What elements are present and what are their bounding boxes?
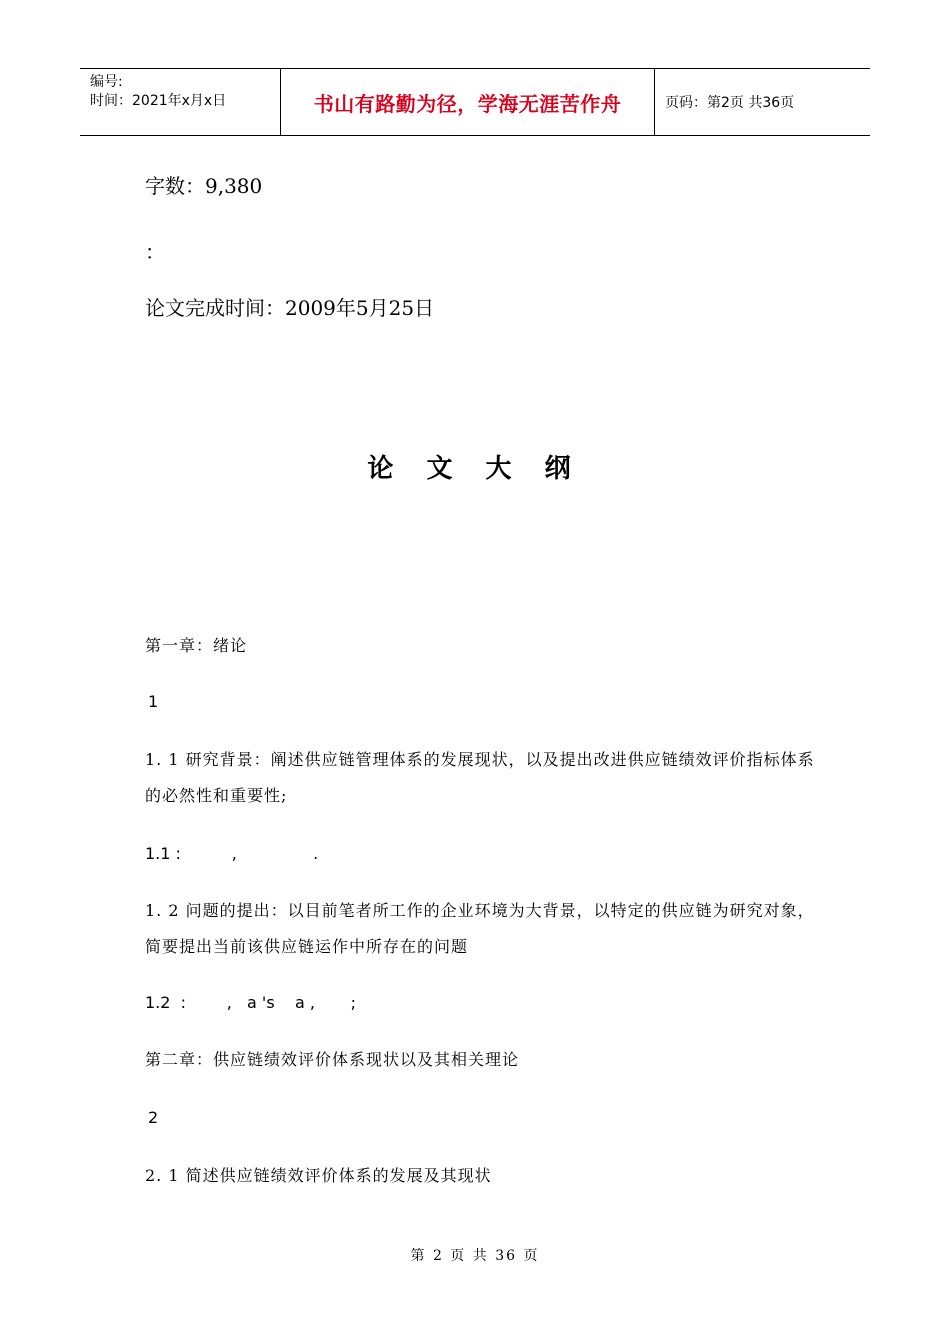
chapter1-title: 第一章：绪论 xyxy=(145,636,248,655)
header-page-info: 页码：第2页 共36页 xyxy=(665,95,795,111)
item-1-2-text: 1. 2 问题的提出：以目前笔者所工作的企业环境为大背景，以特定的供应链为研究对象，简要提出当前该供应链运作中所存在的问题 xyxy=(145,901,815,956)
word-count: 字数：9,380 xyxy=(145,174,263,198)
item-1-1 xyxy=(145,742,825,814)
page-header xyxy=(80,68,870,136)
item-1-1-text: 1. 1 研究背景：阐述供应链管理体系的发展现状，以及提出改进供应链绩效评价指标体系的必然性和重要性; xyxy=(145,750,815,805)
header-number-label: 编号: xyxy=(90,74,123,90)
header-date: 时间：2021年x月x日 xyxy=(90,93,227,109)
item-1-2-alt: 1.2 : , a 's a , ; xyxy=(145,993,356,1012)
completion-date: 论文完成时间：2009年5月25日 xyxy=(145,296,435,320)
item-2-1: 2. 1 简述供应链绩效评价体系的发展及其现状 xyxy=(145,1166,492,1185)
chapter1-number: 1 xyxy=(148,692,159,711)
chapter2-title: 第二章：供应链绩效评价体系现状以及其相关理论 xyxy=(145,1050,520,1069)
page-footer: 第 2 页 共 36 页 xyxy=(410,1248,540,1264)
item-1-1-alt: 1.1 : , . xyxy=(145,844,319,863)
page-title: 论 文 大 纲 xyxy=(367,454,583,484)
header-motto: 书山有路勤为径，学海无涯苦作舟 xyxy=(281,69,655,135)
item-1-2 xyxy=(145,893,825,965)
header-left-cell xyxy=(80,69,281,135)
colon-line: ： xyxy=(145,240,165,264)
chapter2-number: 2 xyxy=(148,1108,159,1127)
